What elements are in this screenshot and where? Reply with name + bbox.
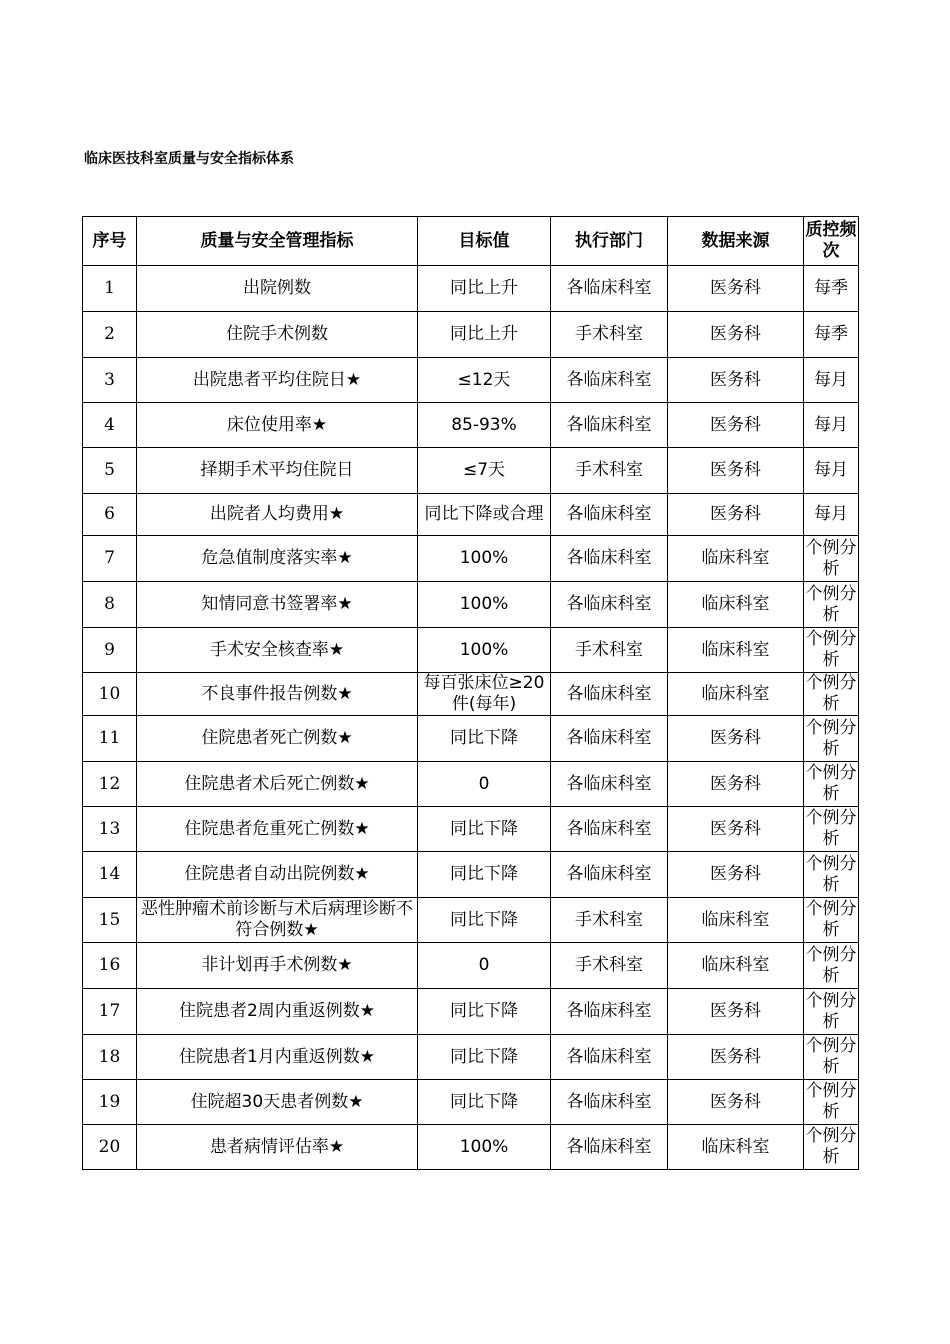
cell-source: 临床科室 xyxy=(668,673,804,716)
cell-indicator: 手术安全核查率★ xyxy=(137,628,418,673)
cell-source: 医务科 xyxy=(668,1035,804,1080)
cell-target: 同比下降 xyxy=(418,807,551,852)
cell-source: 医务科 xyxy=(668,358,804,403)
cell-seq: 18 xyxy=(83,1035,137,1080)
cell-freq: 个例分析 xyxy=(804,898,859,943)
cell-freq: 个例分析 xyxy=(804,943,859,989)
cell-dept: 手术科室 xyxy=(551,448,668,494)
table-row xyxy=(83,582,859,628)
cell-seq: 13 xyxy=(83,807,137,852)
cell-freq: 个例分析 xyxy=(804,536,859,582)
cell-dept: 各临床科室 xyxy=(551,716,668,762)
cell-source: 临床科室 xyxy=(668,582,804,628)
cell-target: 同比上升 xyxy=(418,266,551,312)
cell-freq: 每月 xyxy=(804,403,859,448)
table-row xyxy=(83,448,859,494)
cell-indicator: 住院患者自动出院例数★ xyxy=(137,852,418,898)
cell-seq: 8 xyxy=(83,582,137,628)
table-row xyxy=(83,403,859,448)
cell-freq: 个例分析 xyxy=(804,807,859,852)
cell-dept: 各临床科室 xyxy=(551,536,668,582)
cell-source: 医务科 xyxy=(668,762,804,807)
cell-target: 同比下降 xyxy=(418,716,551,762)
cell-freq: 个例分析 xyxy=(804,628,859,673)
cell-source: 临床科室 xyxy=(668,536,804,582)
table-row xyxy=(83,1080,859,1125)
cell-target: ≤7天 xyxy=(418,448,551,494)
cell-source: 医务科 xyxy=(668,716,804,762)
cell-source: 临床科室 xyxy=(668,943,804,989)
cell-indicator: 住院患者1月内重返例数★ xyxy=(137,1035,418,1080)
document-title: 临床医技科室质量与安全指标体系 xyxy=(84,151,294,167)
cell-target: 同比上升 xyxy=(418,312,551,358)
cell-freq: 个例分析 xyxy=(805,673,857,714)
cell-target: 每百张床位≥20件(每年) xyxy=(418,673,551,716)
cell-freq: 个例分析 xyxy=(804,582,859,628)
header-seq: 序号 xyxy=(83,217,137,266)
table-row xyxy=(83,536,859,582)
cell-indicator: 择期手术平均住院日 xyxy=(137,448,418,494)
cell-freq: 个例分析 xyxy=(804,1035,859,1080)
table-row xyxy=(83,628,859,673)
cell-source: 医务科 xyxy=(668,852,804,898)
cell-source: 临床科室 xyxy=(668,898,804,943)
cell-dept: 各临床科室 xyxy=(551,989,668,1035)
cell-target: 100% xyxy=(418,582,551,628)
cell-freq: 个例分析 xyxy=(804,989,859,1035)
cell-indicator: 床位使用率★ xyxy=(137,403,418,448)
cell-seq: 20 xyxy=(83,1125,137,1170)
cell-indicator: 患者病情评估率★ xyxy=(137,1125,418,1170)
cell-dept: 各临床科室 xyxy=(551,673,668,716)
cell-freq: 个例分析 xyxy=(804,762,859,807)
cell-source: 医务科 xyxy=(668,448,804,494)
table-row xyxy=(83,494,859,536)
cell-indicator: 出院患者平均住院日★ xyxy=(137,358,418,403)
cell-seq: 4 xyxy=(83,403,137,448)
cell-freq: 个例分析 xyxy=(804,1080,859,1125)
header-freq: 质控频次 xyxy=(804,217,859,266)
cell-freq: 个例分析 xyxy=(804,1125,859,1170)
cell-seq: 10 xyxy=(83,673,137,716)
cell-indicator: 恶性肿瘤术前诊断与术后病理诊断不符合例数★ xyxy=(137,898,418,943)
cell-dept: 手术科室 xyxy=(551,628,668,673)
cell-dept: 各临床科室 xyxy=(551,1080,668,1125)
cell-target: 0 xyxy=(418,943,551,989)
cell-source: 医务科 xyxy=(668,989,804,1035)
cell-seq: 5 xyxy=(83,448,137,494)
table-row xyxy=(83,1035,859,1080)
cell-source: 医务科 xyxy=(668,403,804,448)
cell-dept: 各临床科室 xyxy=(551,762,668,807)
header-indicator: 质量与安全管理指标 xyxy=(137,217,418,266)
header-source: 数据来源 xyxy=(668,217,804,266)
cell-dept: 各临床科室 xyxy=(551,266,668,312)
table-row xyxy=(83,943,859,989)
cell-dept: 各临床科室 xyxy=(551,852,668,898)
table-row xyxy=(83,716,859,762)
cell-freq: 每季 xyxy=(804,266,859,312)
cell-seq: 12 xyxy=(83,762,137,807)
cell-source: 医务科 xyxy=(668,1080,804,1125)
cell-target: 同比下降 xyxy=(418,989,551,1035)
cell-target: 同比下降 xyxy=(418,852,551,898)
cell-seq: 15 xyxy=(83,898,137,943)
header-dept: 执行部门 xyxy=(551,217,668,266)
cell-target: 同比下降或合理 xyxy=(418,494,551,536)
cell-dept: 各临床科室 xyxy=(551,1125,668,1170)
cell-freq: 每月 xyxy=(804,494,859,536)
table-header-row xyxy=(83,217,859,266)
cell-indicator: 非计划再手术例数★ xyxy=(137,943,418,989)
cell-indicator: 出院例数 xyxy=(137,266,418,312)
cell-dept: 手术科室 xyxy=(551,898,668,943)
cell-indicator: 危急值制度落实率★ xyxy=(137,536,418,582)
cell-indicator: 住院手术例数 xyxy=(137,312,418,358)
cell-indicator: 不良事件报告例数★ xyxy=(137,673,418,716)
cell-seq: 14 xyxy=(83,852,137,898)
cell-seq: 19 xyxy=(83,1080,137,1125)
table-row xyxy=(83,762,859,807)
cell-seq: 1 xyxy=(83,266,137,312)
cell-target: 100% xyxy=(418,628,551,673)
cell-indicator: 住院患者术后死亡例数★ xyxy=(137,762,418,807)
cell-seq: 17 xyxy=(83,989,137,1035)
table-row xyxy=(83,807,859,852)
cell-seq: 9 xyxy=(83,628,137,673)
cell-freq: 个例分析 xyxy=(804,716,859,762)
cell-dept: 各临床科室 xyxy=(551,1035,668,1080)
cell-dept: 各临床科室 xyxy=(551,403,668,448)
cell-indicator: 住院患者2周内重返例数★ xyxy=(137,989,418,1035)
cell-dept: 手术科室 xyxy=(551,943,668,989)
cell-source: 医务科 xyxy=(668,494,804,536)
cell-freq: 个例分析 xyxy=(804,852,859,898)
cell-freq: 每月 xyxy=(804,358,859,403)
table-row xyxy=(83,312,859,358)
cell-source: 临床科室 xyxy=(668,1125,804,1170)
cell-target: 100% xyxy=(418,536,551,582)
cell-seq: 2 xyxy=(83,312,137,358)
cell-indicator: 住院超30天患者例数★ xyxy=(137,1080,418,1125)
table-row xyxy=(83,358,859,403)
cell-seq: 11 xyxy=(83,716,137,762)
cell-dept: 各临床科室 xyxy=(551,582,668,628)
cell-target: 同比下降 xyxy=(418,898,551,943)
cell-dept: 各临床科室 xyxy=(551,358,668,403)
cell-source: 医务科 xyxy=(668,312,804,358)
cell-freq: 每月 xyxy=(804,448,859,494)
cell-dept: 各临床科室 xyxy=(551,494,668,536)
cell-indicator: 出院者人均费用★ xyxy=(137,494,418,536)
table-row xyxy=(83,852,859,898)
cell-target: ≤12天 xyxy=(418,358,551,403)
cell-seq: 6 xyxy=(83,494,137,536)
cell-target: 100% xyxy=(418,1125,551,1170)
cell-target: 85-93% xyxy=(418,403,551,448)
cell-target: 0 xyxy=(418,762,551,807)
indicator-table xyxy=(82,216,859,1170)
table-row xyxy=(83,673,859,716)
cell-freq: 每季 xyxy=(804,312,859,358)
table-row xyxy=(83,989,859,1035)
cell-dept: 各临床科室 xyxy=(551,807,668,852)
table-row xyxy=(83,1125,859,1170)
table-row xyxy=(83,898,859,943)
cell-target: 同比下降 xyxy=(418,1080,551,1125)
cell-seq: 3 xyxy=(83,358,137,403)
table-row xyxy=(83,266,859,312)
cell-source: 临床科室 xyxy=(668,628,804,673)
cell-indicator: 住院患者危重死亡例数★ xyxy=(137,807,418,852)
cell-seq: 16 xyxy=(83,943,137,989)
cell-indicator: 住院患者死亡例数★ xyxy=(137,716,418,762)
cell-source: 医务科 xyxy=(668,807,804,852)
cell-seq: 7 xyxy=(83,536,137,582)
cell-indicator: 知情同意书签署率★ xyxy=(137,582,418,628)
cell-dept: 手术科室 xyxy=(551,312,668,358)
table-body xyxy=(83,266,859,1170)
header-target: 目标值 xyxy=(418,217,551,266)
cell-source: 医务科 xyxy=(668,266,804,312)
cell-target: 同比下降 xyxy=(418,1035,551,1080)
